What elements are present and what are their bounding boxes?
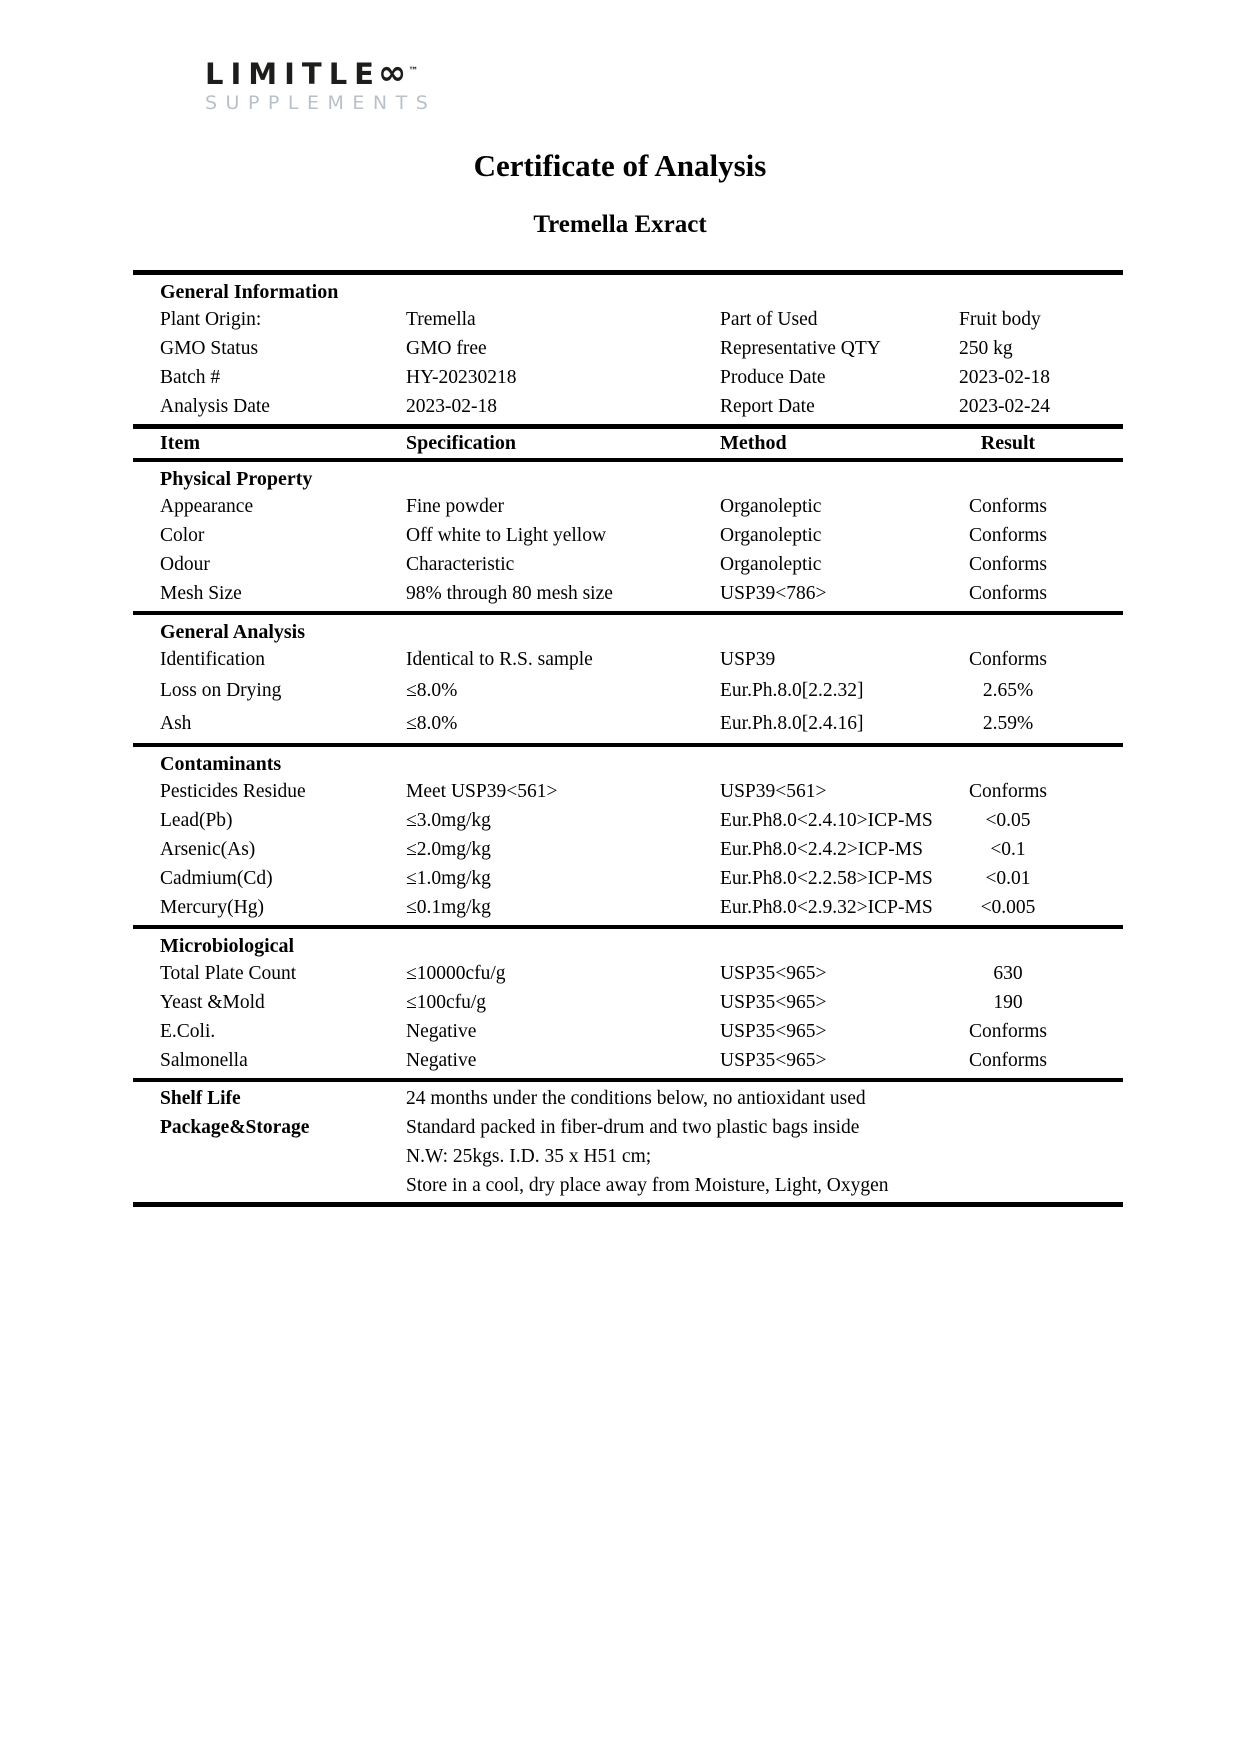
result-cell: 630 xyxy=(993,963,1023,984)
item-cell: Appearance xyxy=(160,496,254,517)
method-cell: USP35<965> xyxy=(720,1021,827,1042)
spec-cell: 98% through 80 mesh size xyxy=(406,583,613,604)
method-cell: Organoleptic xyxy=(720,525,822,546)
table-row xyxy=(160,1017,1123,1046)
table-row xyxy=(160,835,1123,864)
footer-text: Store in a cool, dry place away from Moisture, Light, Oxygen xyxy=(406,1175,889,1196)
info-value: 2023-02-24 xyxy=(959,396,1050,417)
spec-cell: Negative xyxy=(406,1050,477,1071)
item-cell: Mesh Size xyxy=(160,583,242,604)
spec-cell: ≤8.0% xyxy=(406,680,458,701)
column-header-item: Item xyxy=(160,432,200,454)
section-general-analysis xyxy=(133,615,1123,743)
section-heading: Physical Property xyxy=(160,468,313,490)
item-cell: Ash xyxy=(160,713,192,734)
info-value: 250 kg xyxy=(959,338,1013,359)
column-header-specification: Specification xyxy=(406,432,516,454)
spec-cell: Characteristic xyxy=(406,554,515,575)
method-cell: USP39<561> xyxy=(720,781,827,802)
table-row xyxy=(160,893,1123,922)
footer-row xyxy=(160,1142,1123,1171)
spec-cell: Identical to R.S. sample xyxy=(406,649,593,670)
footer-label: Shelf Life xyxy=(160,1088,241,1109)
footer-row xyxy=(160,1171,1123,1200)
infinity-icon: ∞ xyxy=(378,53,407,93)
footer-label xyxy=(160,1142,406,1171)
spec-cell: Fine powder xyxy=(406,496,505,517)
item-cell: Lead(Pb) xyxy=(160,810,233,831)
section-general-information xyxy=(133,275,1123,424)
rule-bottom xyxy=(133,1202,1123,1207)
table-row xyxy=(160,550,1123,579)
info-row xyxy=(160,334,1123,363)
section-heading: Contaminants xyxy=(160,753,282,775)
spec-cell: Meet USP39<561> xyxy=(406,781,558,802)
method-cell: Eur.Ph8.0<2.9.32>ICP-MS xyxy=(720,897,933,918)
info-row xyxy=(160,305,1123,334)
method-cell: USP39 xyxy=(720,649,776,670)
result-cell: Conforms xyxy=(969,525,1047,546)
section-microbiological xyxy=(133,929,1123,1078)
footer-label: Package&Storage xyxy=(160,1117,310,1138)
info-label: Report Date xyxy=(720,396,815,417)
footer-text: 24 months under the conditions below, no antioxidant used xyxy=(406,1088,866,1109)
info-value: HY-20230218 xyxy=(406,367,517,388)
result-cell: 2.59% xyxy=(982,713,1034,734)
method-cell: Organoleptic xyxy=(720,554,822,575)
footer-row xyxy=(160,1113,1123,1142)
result-cell: 190 xyxy=(993,992,1023,1013)
footer-text: N.W: 25kgs. I.D. 35 x H51 cm; xyxy=(406,1146,652,1167)
spec-cell: Negative xyxy=(406,1021,477,1042)
item-cell: Salmonella xyxy=(160,1050,248,1071)
section-heading: General Analysis xyxy=(160,621,306,643)
table-row xyxy=(160,674,1123,707)
brand-subtitle: SUPPLEMENTS xyxy=(205,92,437,114)
table-row xyxy=(160,492,1123,521)
info-label: Batch # xyxy=(160,367,221,388)
info-label: Plant Origin: xyxy=(160,309,262,330)
spec-cell: ≤10000cfu/g xyxy=(406,963,506,984)
info-label: Part of Used xyxy=(720,309,818,330)
item-cell: Total Plate Count xyxy=(160,963,297,984)
result-cell: Conforms xyxy=(969,1021,1047,1042)
info-value: Tremella xyxy=(406,309,476,330)
item-cell: Odour xyxy=(160,554,210,575)
footer-label xyxy=(160,1171,406,1200)
item-cell: E.Coli. xyxy=(160,1021,216,1042)
info-value: 2023-02-18 xyxy=(959,367,1050,388)
method-cell: Organoleptic xyxy=(720,496,822,517)
method-cell: USP35<965> xyxy=(720,992,827,1013)
result-cell: <0.01 xyxy=(985,868,1031,889)
result-cell: Conforms xyxy=(969,496,1047,517)
spec-cell: ≤0.1mg/kg xyxy=(406,897,491,918)
footer-text: Standard packed in fiber-drum and two plastic bags inside xyxy=(406,1117,860,1138)
table-row xyxy=(160,864,1123,893)
method-cell: USP39<786> xyxy=(720,583,827,604)
section-heading: General Information xyxy=(160,281,339,303)
table-row xyxy=(160,1046,1123,1075)
info-label: Representative QTY xyxy=(720,338,881,359)
info-label: Produce Date xyxy=(720,367,826,388)
method-cell: Eur.Ph.8.0[2.2.32] xyxy=(720,680,864,701)
table-row xyxy=(160,521,1123,550)
method-cell: Eur.Ph8.0<2.2.58>ICP-MS xyxy=(720,868,933,889)
info-row xyxy=(160,392,1123,421)
spec-cell: ≤2.0mg/kg xyxy=(406,839,491,860)
table-row xyxy=(160,707,1123,740)
info-row xyxy=(160,363,1123,392)
item-cell: Yeast &Mold xyxy=(160,992,265,1013)
result-cell: <0.005 xyxy=(980,897,1036,918)
section-contaminants xyxy=(133,747,1123,925)
column-header-result: Result xyxy=(980,432,1036,454)
item-cell: Identification xyxy=(160,649,266,670)
info-label: Analysis Date xyxy=(160,396,270,417)
method-cell: Eur.Ph.8.0[2.4.16] xyxy=(720,713,864,734)
info-value: Fruit body xyxy=(959,309,1041,330)
spec-cell: ≤1.0mg/kg xyxy=(406,868,491,889)
spec-cell: ≤8.0% xyxy=(406,713,458,734)
column-header-method: Method xyxy=(720,432,787,454)
table-row xyxy=(160,579,1123,608)
spec-cell: ≤3.0mg/kg xyxy=(406,810,491,831)
info-value: GMO free xyxy=(406,338,487,359)
result-cell: 2.65% xyxy=(982,680,1034,701)
result-cell: Conforms xyxy=(969,1050,1047,1071)
item-cell: Color xyxy=(160,525,205,546)
footer-row xyxy=(160,1084,1123,1113)
coa-table xyxy=(133,270,1123,1207)
table-row xyxy=(160,988,1123,1017)
section-physical-property xyxy=(133,462,1123,611)
trademark-symbol: ™ xyxy=(408,66,419,77)
brand-logo xyxy=(205,53,437,114)
item-cell: Arsenic(As) xyxy=(160,839,256,860)
spec-cell: ≤100cfu/g xyxy=(406,992,487,1013)
product-name: Tremella Exract xyxy=(533,211,707,238)
brand-wordmark: LIMITLE xyxy=(205,57,381,91)
method-cell: USP35<965> xyxy=(720,1050,827,1071)
item-cell: Loss on Drying xyxy=(160,680,282,701)
table-row xyxy=(160,777,1123,806)
method-cell: USP35<965> xyxy=(720,963,827,984)
table-row xyxy=(160,645,1123,674)
section-shelf-life-storage xyxy=(133,1082,1123,1202)
result-cell: <0.05 xyxy=(985,810,1031,831)
section-heading: Microbiological xyxy=(160,935,295,957)
table-row xyxy=(160,959,1123,988)
result-cell: Conforms xyxy=(969,781,1047,802)
info-label: GMO Status xyxy=(160,338,259,359)
item-cell: Cadmium(Cd) xyxy=(160,868,273,889)
result-cell: Conforms xyxy=(969,583,1047,604)
item-cell: Pesticides Residue xyxy=(160,781,306,802)
page-title: Certificate of Analysis xyxy=(473,148,767,183)
method-cell: Eur.Ph8.0<2.4.2>ICP-MS xyxy=(720,839,923,860)
table-row xyxy=(160,806,1123,835)
table-header-row xyxy=(133,429,1123,458)
method-cell: Eur.Ph8.0<2.4.10>ICP-MS xyxy=(720,810,933,831)
result-cell: Conforms xyxy=(969,649,1047,670)
spec-cell: Off white to Light yellow xyxy=(406,525,607,546)
info-value: 2023-02-18 xyxy=(406,396,497,417)
result-cell: <0.1 xyxy=(990,839,1026,860)
result-cell: Conforms xyxy=(969,554,1047,575)
item-cell: Mercury(Hg) xyxy=(160,897,264,918)
brand-wordmark-row xyxy=(205,53,436,93)
